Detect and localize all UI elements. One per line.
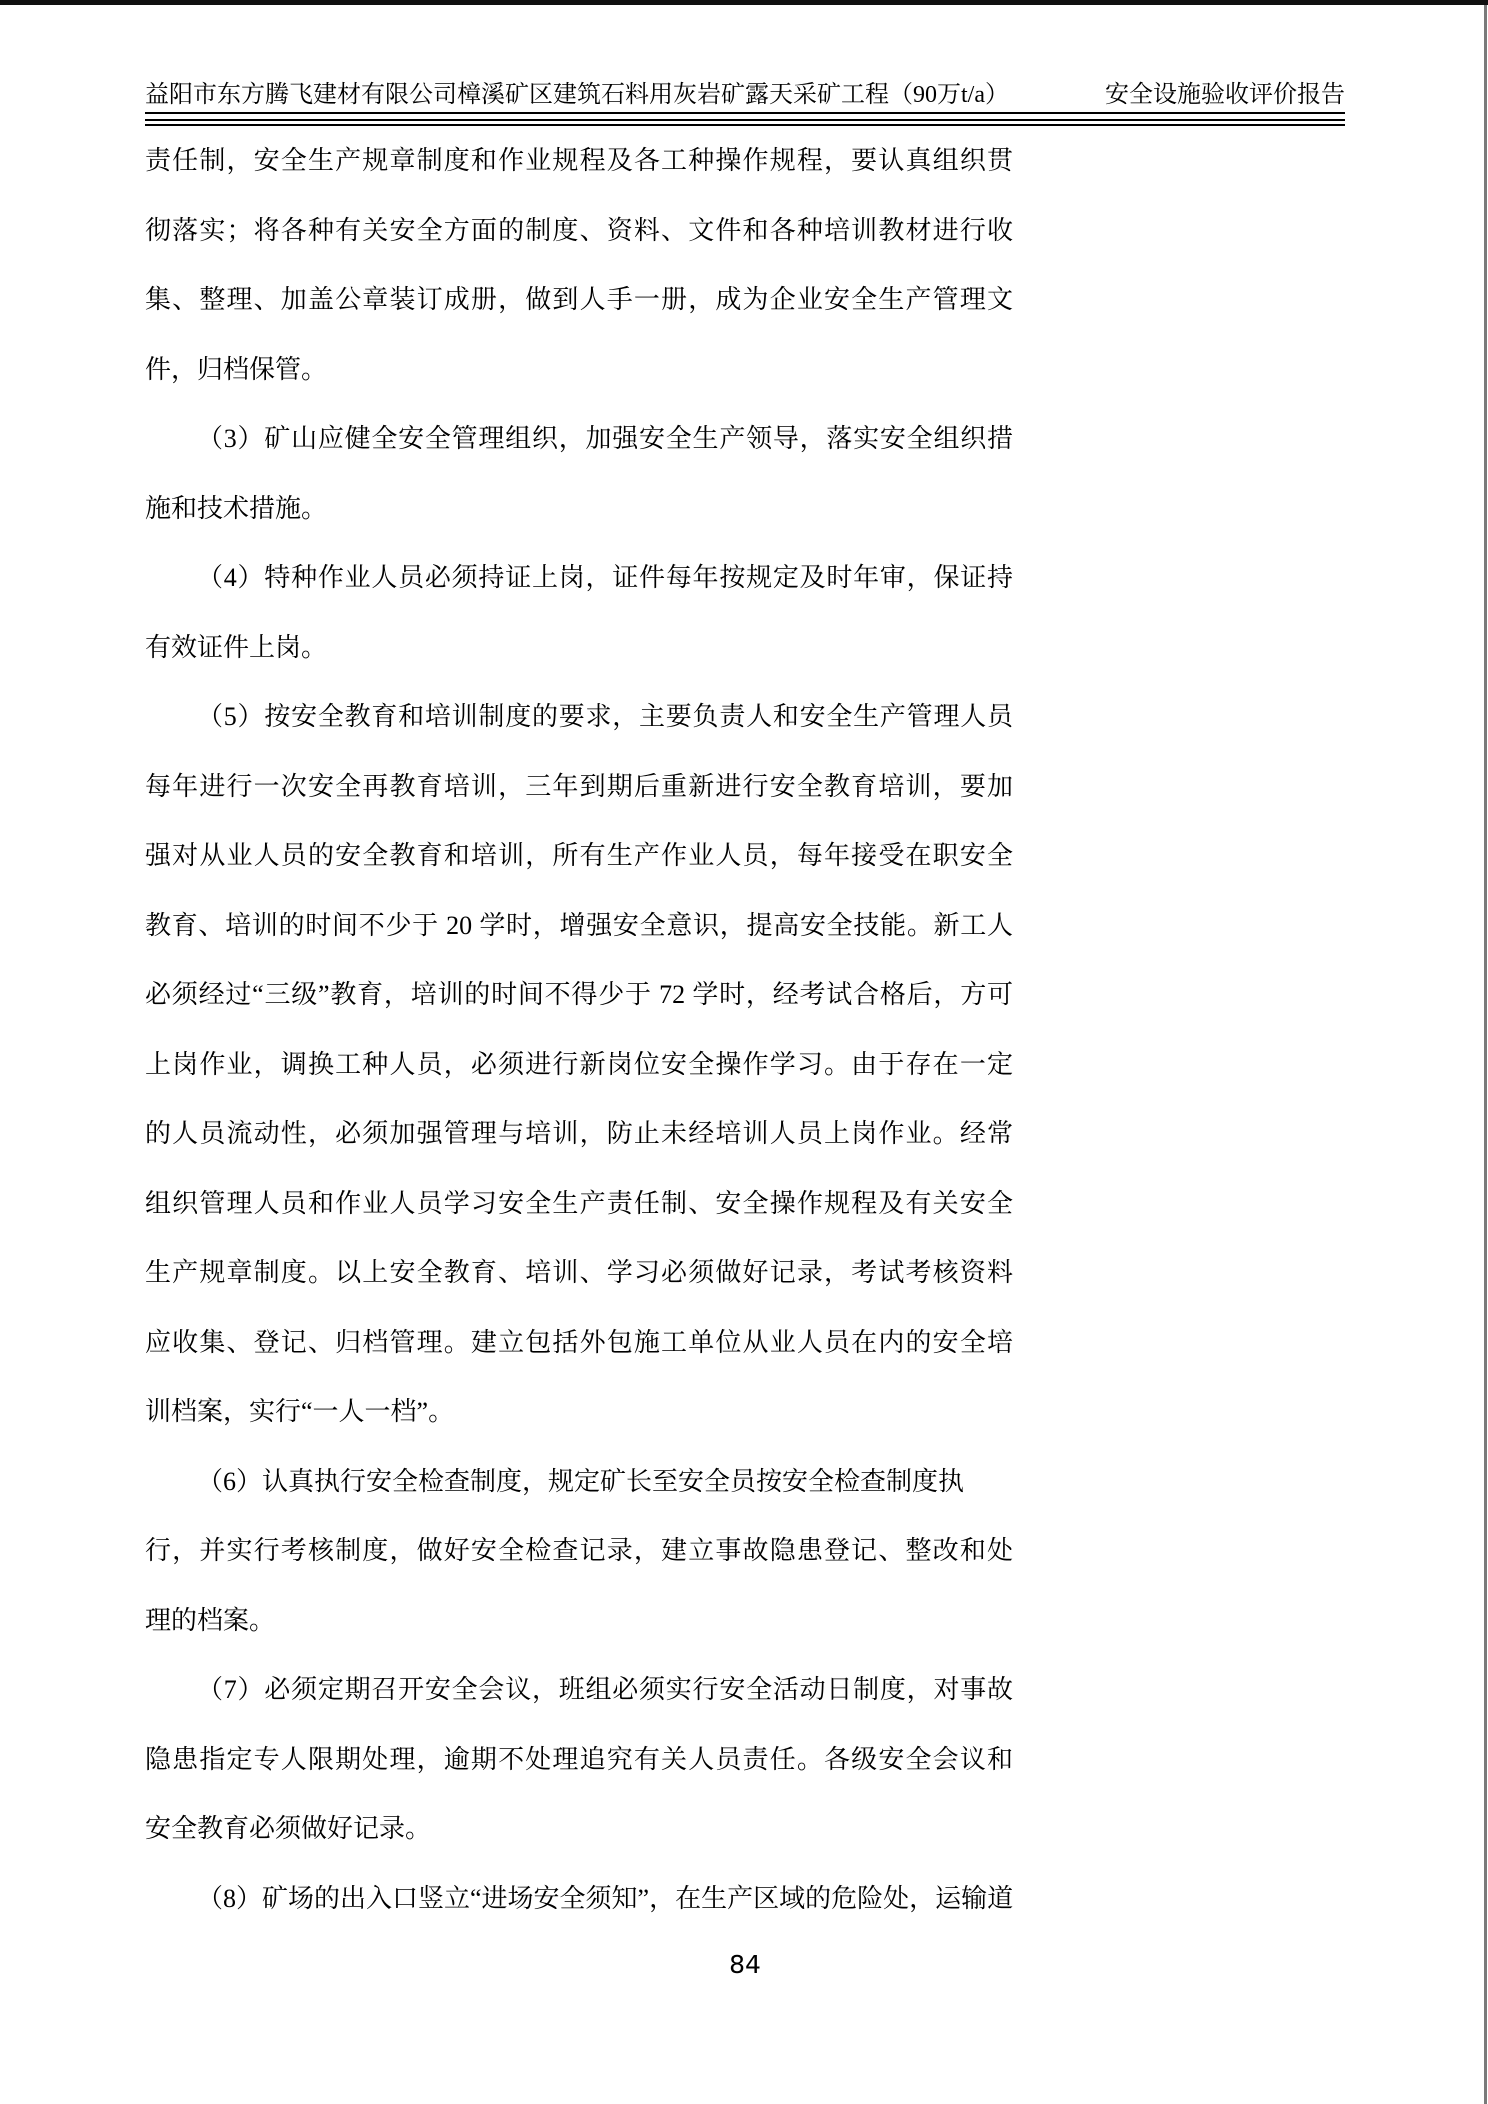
body-text-line: 生产规章制度。以上安全教育、培训、学习必须做好记录，考试考核资料 bbox=[145, 1258, 1013, 1287]
body-text-line: 的人员流动性，必须加强管理与培训，防止未经培训人员上岗作业。经常 bbox=[145, 1119, 1013, 1148]
body-text-line: 强对从业人员的安全教育和培训，所有生产作业人员，每年接受在职安全 bbox=[145, 841, 1013, 870]
body-text-line: 必须经过“三级”教育，培训的时间不得少于 72 学时，经考试合格后，方可 bbox=[145, 980, 1013, 1009]
body-text-line: （8）矿场的出入口竖立“进场安全须知”，在生产区域的危险处，运输道 bbox=[197, 1883, 1013, 1913]
header-row bbox=[145, 0, 1345, 114]
body-text-line: 教育、培训的时间不少于 20 学时，增强安全意识，提高安全技能。新工人 bbox=[145, 910, 1013, 940]
page-number: 84 bbox=[729, 1950, 761, 1979]
body-text-line: （3）矿山应健全安全管理组织，加强安全生产领导，落实安全组织措 bbox=[197, 424, 1013, 453]
body-text-line: 上岗作业，调换工种人员，必须进行新岗位安全操作学习。由于存在一定 bbox=[145, 1049, 1013, 1079]
body-text-line: 每年进行一次安全再教育培训，三年到期后重新进行安全教育培训，要加 bbox=[145, 771, 1013, 801]
page-content bbox=[145, 0, 1345, 2104]
body-text-line: 应收集、登记、归档管理。建立包括外包施工单位从业人员在内的安全培 bbox=[145, 1327, 1013, 1357]
body-text-line: 组织管理人员和作业人员学习安全生产责任制、安全操作规程及有关安全 bbox=[145, 1188, 1013, 1218]
body-text-line: 责任制，安全生产规章制度和作业规程及各工种操作规程，要认真组织贯 bbox=[145, 146, 1013, 175]
body-text-block bbox=[145, 126, 1013, 1933]
body-text-line: 行，并实行考核制度，做好安全检查记录，建立事故隐患登记、整改和处 bbox=[145, 1536, 1013, 1565]
body-text-line: 训档案，实行“一人一档”。 bbox=[145, 1397, 455, 1426]
header-double-rule bbox=[145, 119, 1345, 126]
page-header bbox=[145, 0, 1345, 126]
body-text-line: （6）认真执行安全检查制度，规定矿长至安全员按安全检查制度执 bbox=[197, 1466, 965, 1496]
body-text-line: 施和技术措施。 bbox=[145, 493, 328, 523]
body-text-line: 有效证件上岗。 bbox=[145, 632, 328, 662]
body-text-line: （7）必须定期召开安全会议，班组必须实行安全活动日制度，对事故 bbox=[197, 1675, 1013, 1704]
body-text-line: 件，归档保管。 bbox=[145, 354, 328, 384]
body-text-line: 隐患指定专人限期处理，逾期不处理追究有关人员责任。各级安全会议和 bbox=[145, 1744, 1013, 1774]
body-text-line: 彻落实；将各种有关安全方面的制度、资料、文件和各种培训教材进行收 bbox=[145, 215, 1013, 245]
body-text-line: （4）特种作业人员必须持证上岗，证件每年按规定及时年审，保证持 bbox=[197, 563, 1013, 592]
body-text-line: 理的档案。 bbox=[145, 1605, 276, 1635]
scan-right-edge-line bbox=[1484, 5, 1487, 2104]
header-report-title: 安全设施验收评价报告 bbox=[1105, 82, 1345, 108]
body-text-line: （5）按安全教育和培训制度的要求，主要负责人和安全生产管理人员 bbox=[197, 702, 1013, 731]
header-project-title: 益阳市东方腾飞建材有限公司樟溪矿区建筑石料用灰岩矿露天采矿工程（90万t/a） bbox=[145, 82, 1009, 108]
body-text-line: 安全教育必须做好记录。 bbox=[145, 1814, 432, 1843]
body-text-line: 集、整理、加盖公章装订成册，做到人手一册，成为企业安全生产管理文 bbox=[145, 285, 1013, 314]
